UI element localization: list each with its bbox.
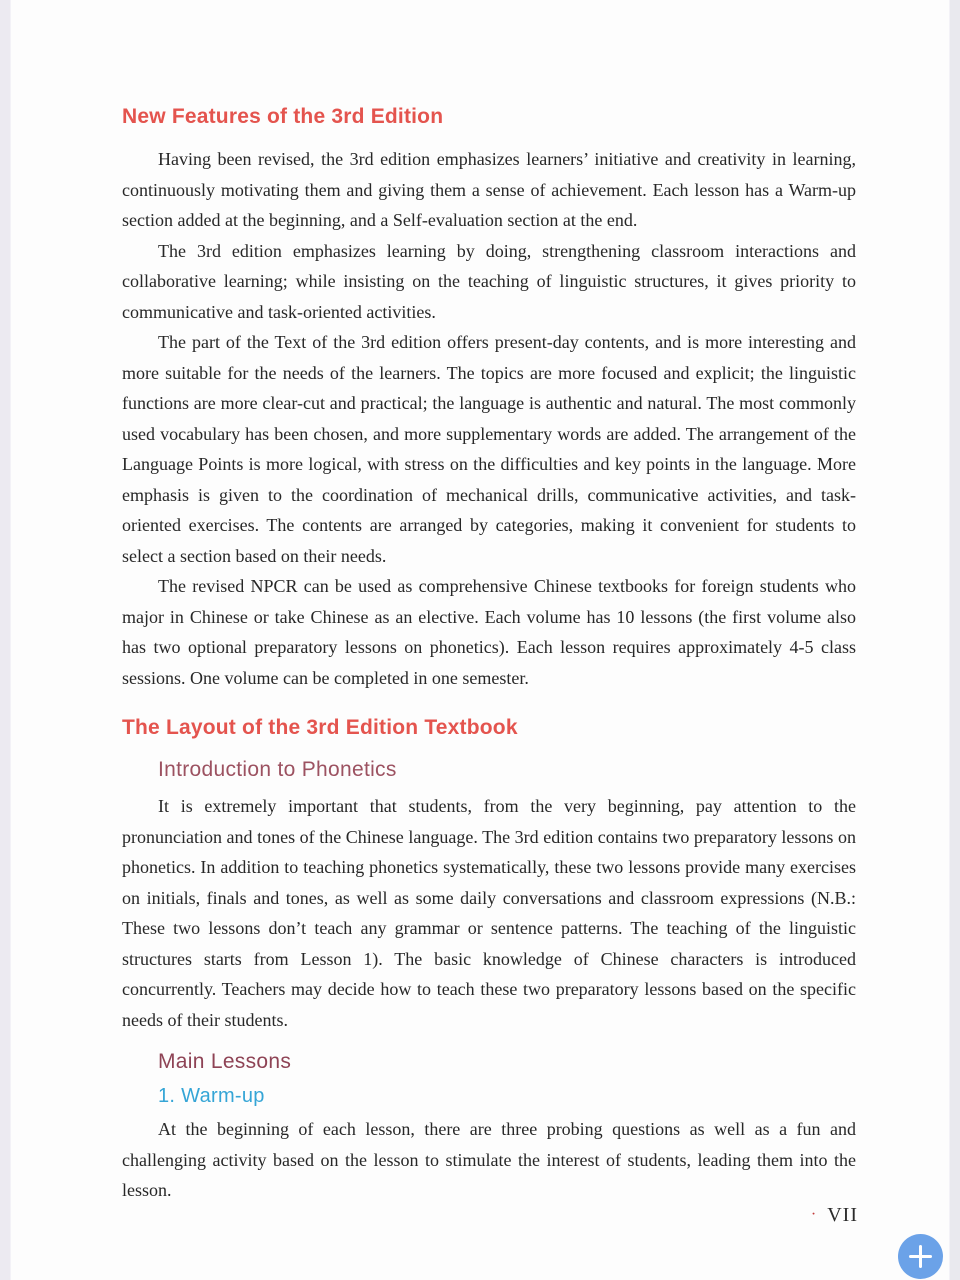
paragraph-phonetics: It is extremely important that students, from the very beginning, pay attention to the pronunciation and tones of the Chinese language. The 3rd edition contains two preparatory lessons on phonetics. In addition to teaching phonetics systematically, these two lessons provide many exercises on initials, finals and tones, as well as some daily conversations and classroom expressions (N.B.: These two lessons don’t teach any grammar or sentence patterns. The teaching of the linguistic structures starts from Lesson 1). The basic knowledge of Chinese characters is introduced concurrently. Teachers may decide how to teach these two preparatory lessons based on the specific needs of their students.	[122, 796, 856, 1030]
plus-icon	[919, 1245, 922, 1268]
right-page-edge	[949, 0, 960, 1280]
section-heading-new-features: New Features of the 3rd Edition	[122, 105, 444, 128]
paragraph-revision-overview: Having been revised, the 3rd edition emphasizes learners’ initiative and creativity in learning, continuously motivating them and giving them a sense of achievement. Each lesson has a Warm-up section added at the beginning, and a Self-evaluation section at the end.	[122, 149, 856, 230]
subheading-introduction-to-phonetics: Introduction to Phonetics	[158, 758, 397, 781]
add-button[interactable]	[898, 1234, 943, 1279]
section-heading-layout: The Layout of the 3rd Edition Textbook	[122, 716, 518, 739]
page-number-value: VII	[827, 1204, 858, 1226]
subheading-warm-up: 1. Warm-up	[158, 1085, 265, 1107]
page-content	[122, 104, 856, 1206]
paragraph-learning-by-doing: The 3rd edition emphasizes learning by doing, strengthening classroom interactions and collaborative learning; while insisting on the teaching of linguistic structures, it gives priority to communicative and task-oriented activities.	[122, 240, 856, 322]
paragraph-text-contents: The part of the Text of the 3rd edition offers present-day contents, and is more interesting and more suitable for the needs of the learners. The topics are more focused and explicit; the linguistic functions are more clear-cut and practical; the language is authentic and natural. The most commonly used vocabulary has been chosen, and more supplementary words are added. The arrangement of the Language Points is more logical, with stress on the difficulties and key points in the language. More emphasis is given to the coordination of mechanical drills, communicative activities, and task-oriented exercises. The contents are arranged by categories, making it convenient for students to select a section based on their needs.	[122, 332, 856, 566]
paragraph-npcr-usage: The revised NPCR can be used as comprehensive Chinese textbooks for foreign students who major in Chinese or take Chinese as an elective. Each volume has 10 lessons (the first volume also has two optional preparatory lessons on phonetics). Each lesson requires approximately 4-5 class sessions. One volume can be completed in one semester.	[122, 576, 856, 688]
page-number-dot: ·	[810, 1206, 818, 1223]
paragraph-warm-up: At the beginning of each lesson, there are three probing questions as well as a fun and challenging activity based on the lesson to stimulate the interest of students, leading them into the lesson.	[122, 1119, 856, 1200]
page-number	[811, 1204, 858, 1227]
left-page-edge	[0, 0, 11, 1280]
subheading-main-lessons: Main Lessons	[158, 1050, 292, 1073]
